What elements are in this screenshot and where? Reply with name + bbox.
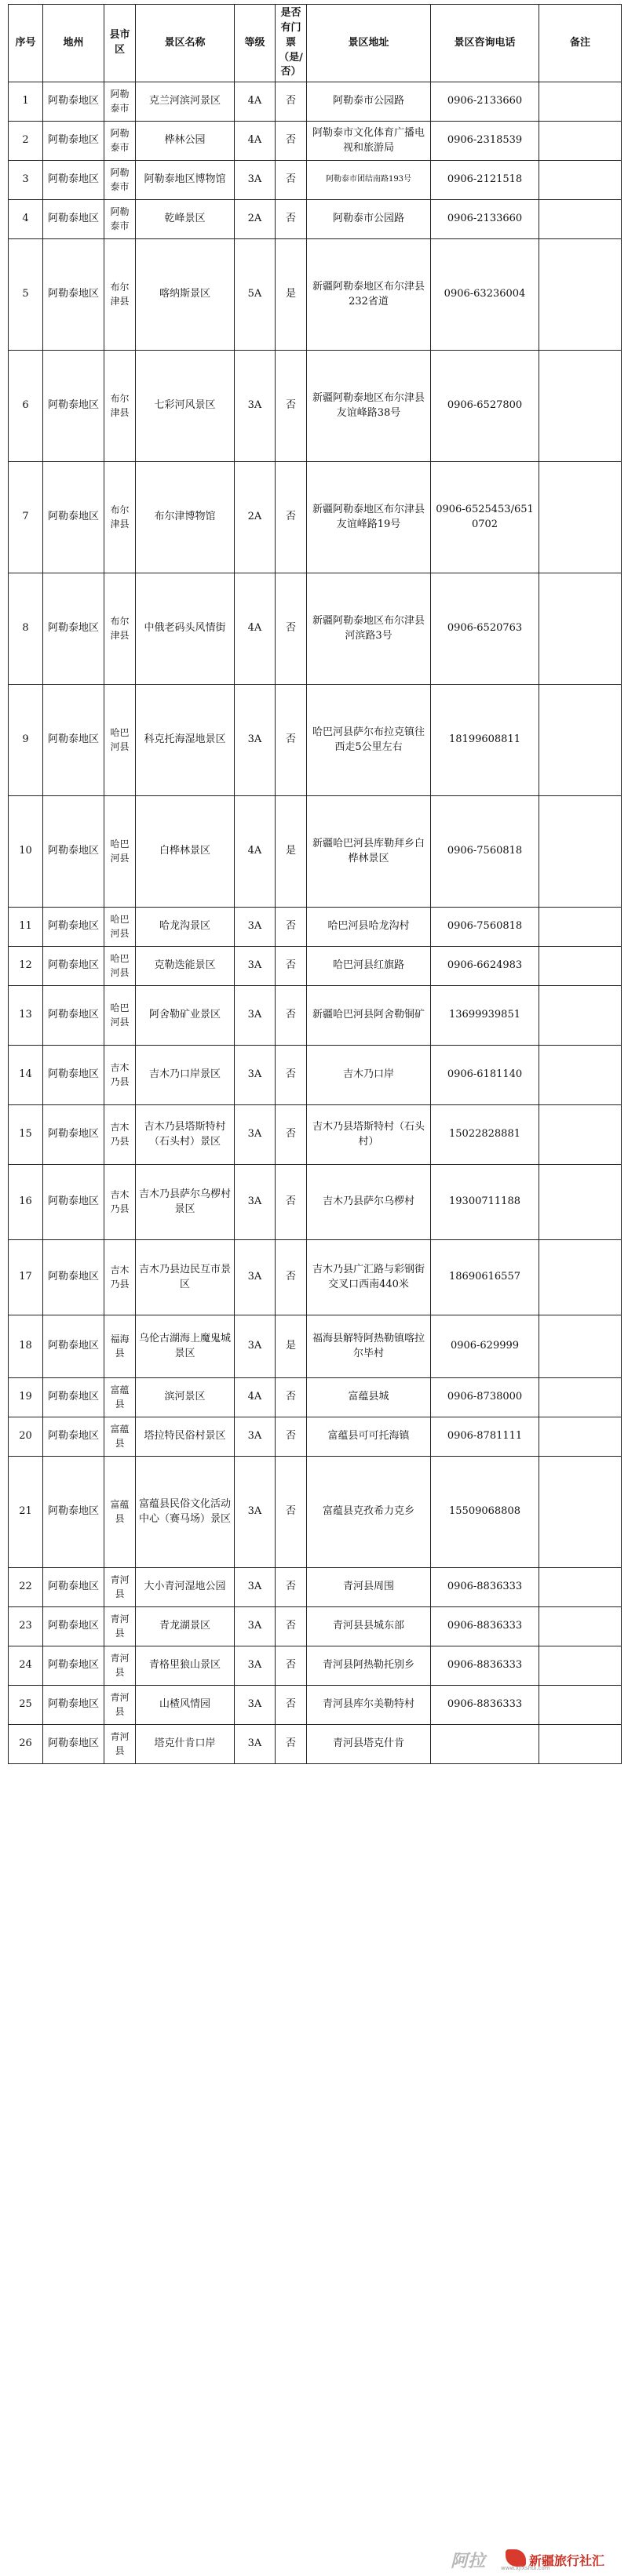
cell-name: 大小青河湿地公园 xyxy=(136,1568,235,1607)
cell-address: 富蕴县城 xyxy=(307,1378,431,1417)
cell-address: 哈巴河县红旗路 xyxy=(307,947,431,986)
cell-note xyxy=(539,1646,622,1686)
cell-level: 3A xyxy=(235,1240,276,1315)
cell-level: 3A xyxy=(235,947,276,986)
cell-level: 2A xyxy=(235,200,276,239)
cell-ticket: 是 xyxy=(276,796,307,908)
cell-phone: 0906-2121518 xyxy=(431,161,539,200)
cell-no: 19 xyxy=(9,1378,43,1417)
cell-name: 乌伦古湖海上魔鬼城景区 xyxy=(136,1315,235,1378)
cell-region: 阿勒泰地区 xyxy=(43,1240,104,1315)
cell-county: 哈巴河县 xyxy=(104,908,136,947)
cell-name: 布尔津博物馆 xyxy=(136,462,235,573)
cell-region: 阿勒泰地区 xyxy=(43,1315,104,1378)
cell-no: 26 xyxy=(9,1725,43,1764)
cell-note xyxy=(539,82,622,122)
cell-no: 4 xyxy=(9,200,43,239)
cell-phone: 0906-2318539 xyxy=(431,122,539,161)
cell-no: 22 xyxy=(9,1568,43,1607)
cell-phone: 0906-6181140 xyxy=(431,1046,539,1105)
table-row xyxy=(9,1568,622,1607)
watermark xyxy=(446,2545,620,2571)
table-row xyxy=(9,573,622,685)
header-no: 序号 xyxy=(9,5,43,82)
cell-phone: 15022828881 xyxy=(431,1105,539,1165)
cell-no: 20 xyxy=(9,1417,43,1457)
cell-phone: 18199608811 xyxy=(431,685,539,796)
cell-note xyxy=(539,1046,622,1105)
header-note: 备注 xyxy=(539,5,622,82)
header-row xyxy=(9,5,622,82)
cell-level: 3A xyxy=(235,161,276,200)
cell-region: 阿勒泰地区 xyxy=(43,161,104,200)
cell-address: 阿勒泰市公园路 xyxy=(307,200,431,239)
cell-name: 塔拉特民俗村景区 xyxy=(136,1417,235,1457)
cell-name: 吉木乃口岸景区 xyxy=(136,1046,235,1105)
cell-county: 青河县 xyxy=(104,1686,136,1725)
cell-name: 青格里狼山景区 xyxy=(136,1646,235,1686)
cell-region: 阿勒泰地区 xyxy=(43,947,104,986)
cell-no: 8 xyxy=(9,573,43,685)
cell-region: 阿勒泰地区 xyxy=(43,1607,104,1646)
cell-ticket: 否 xyxy=(276,122,307,161)
cell-note xyxy=(539,462,622,573)
cell-name: 青龙湖景区 xyxy=(136,1607,235,1646)
cell-level: 4A xyxy=(235,796,276,908)
cell-ticket: 否 xyxy=(276,1105,307,1165)
table-row xyxy=(9,82,622,122)
cell-address: 吉木乃口岸 xyxy=(307,1046,431,1105)
cell-no: 18 xyxy=(9,1315,43,1378)
cell-note xyxy=(539,351,622,462)
cell-address: 阿勒泰市团结南路193号 xyxy=(307,161,431,200)
cell-name: 中俄老码头风情街 xyxy=(136,573,235,685)
cell-address: 福海县解特阿热勒镇喀拉尔毕村 xyxy=(307,1315,431,1378)
cell-level: 3A xyxy=(235,1457,276,1568)
cell-level: 3A xyxy=(235,1607,276,1646)
cell-level: 3A xyxy=(235,1315,276,1378)
logo-icon xyxy=(506,2549,526,2567)
cell-address: 新疆哈巴河县阿舍勒铜矿 xyxy=(307,986,431,1046)
cell-ticket: 否 xyxy=(276,1378,307,1417)
cell-address: 阿勒泰市公园路 xyxy=(307,82,431,122)
cell-no: 23 xyxy=(9,1607,43,1646)
cell-county: 阿勒泰市 xyxy=(104,200,136,239)
cell-address: 新疆阿勒泰地区布尔津县232省道 xyxy=(307,239,431,351)
cell-ticket: 否 xyxy=(276,1046,307,1105)
table-row xyxy=(9,947,622,986)
cell-address: 青河县塔克什肯 xyxy=(307,1725,431,1764)
cell-address: 吉木乃县塔斯特村（石头村） xyxy=(307,1105,431,1165)
cell-address: 青河县阿热勒托别乡 xyxy=(307,1646,431,1686)
table-row xyxy=(9,1315,622,1378)
table-row xyxy=(9,1165,622,1240)
cell-region: 阿勒泰地区 xyxy=(43,685,104,796)
cell-ticket: 否 xyxy=(276,1607,307,1646)
cell-name: 滨河景区 xyxy=(136,1378,235,1417)
cell-level: 3A xyxy=(235,1646,276,1686)
cell-no: 15 xyxy=(9,1105,43,1165)
cell-address: 青河县县城东部 xyxy=(307,1607,431,1646)
table-body xyxy=(9,82,622,1764)
cell-phone: 0906-6624983 xyxy=(431,947,539,986)
cell-phone: 0906-8738000 xyxy=(431,1378,539,1417)
cell-address: 富蕴县可可托海镇 xyxy=(307,1417,431,1457)
cell-level: 3A xyxy=(235,1686,276,1725)
cell-ticket: 否 xyxy=(276,82,307,122)
table-row xyxy=(9,1417,622,1457)
cell-phone: 0906-63236004 xyxy=(431,239,539,351)
cell-name: 哈龙沟景区 xyxy=(136,908,235,947)
cell-level: 3A xyxy=(235,1165,276,1240)
cell-name: 乾峰景区 xyxy=(136,200,235,239)
cell-region: 阿勒泰地区 xyxy=(43,573,104,685)
table-row xyxy=(9,796,622,908)
cell-ticket: 是 xyxy=(276,1315,307,1378)
cell-ticket: 否 xyxy=(276,908,307,947)
cell-address: 富蕴县克孜希力克乡 xyxy=(307,1457,431,1568)
cell-level: 3A xyxy=(235,1725,276,1764)
cell-no: 11 xyxy=(9,908,43,947)
cell-no: 24 xyxy=(9,1646,43,1686)
cell-phone: 0906-6525453/6510702 xyxy=(431,462,539,573)
cell-ticket: 否 xyxy=(276,1457,307,1568)
cell-region: 阿勒泰地区 xyxy=(43,1046,104,1105)
cell-phone: 0906-8836333 xyxy=(431,1607,539,1646)
cell-name: 塔克什肯口岸 xyxy=(136,1725,235,1764)
cell-name: 吉木乃县边民互市景区 xyxy=(136,1240,235,1315)
cell-address: 阿勒泰市文化体育广播电视和旅游局 xyxy=(307,122,431,161)
cell-phone: 0906-8836333 xyxy=(431,1646,539,1686)
cell-no: 7 xyxy=(9,462,43,573)
cell-phone: 0906-6527800 xyxy=(431,351,539,462)
cell-address: 吉木乃县萨尔乌椤村 xyxy=(307,1165,431,1240)
cell-ticket: 否 xyxy=(276,351,307,462)
cell-address: 吉木乃县广汇路与彩钢街交叉口西南440米 xyxy=(307,1240,431,1315)
header-level: 等级 xyxy=(235,5,276,82)
cell-county: 吉木乃县 xyxy=(104,1105,136,1165)
table-row xyxy=(9,1686,622,1725)
table-row xyxy=(9,1378,622,1417)
cell-phone: 15509068808 xyxy=(431,1457,539,1568)
cell-region: 阿勒泰地区 xyxy=(43,239,104,351)
cell-ticket: 否 xyxy=(276,986,307,1046)
cell-ticket: 否 xyxy=(276,947,307,986)
watermark-name: 新疆旅行社汇 xyxy=(529,2553,605,2568)
cell-note xyxy=(539,1315,622,1378)
cell-phone: 19300711188 xyxy=(431,1165,539,1240)
cell-no: 16 xyxy=(9,1165,43,1240)
cell-no: 6 xyxy=(9,351,43,462)
cell-address: 新疆阿勒泰地区布尔津县河滨路3号 xyxy=(307,573,431,685)
cell-note xyxy=(539,685,622,796)
header-county: 县市区 xyxy=(104,5,136,82)
cell-note xyxy=(539,1568,622,1607)
cell-level: 3A xyxy=(235,1417,276,1457)
cell-name: 克兰河滨河景区 xyxy=(136,82,235,122)
cell-ticket: 否 xyxy=(276,161,307,200)
cell-address: 青河县库尔美勒特村 xyxy=(307,1686,431,1725)
cell-region: 阿勒泰地区 xyxy=(43,1165,104,1240)
cell-ticket: 否 xyxy=(276,1646,307,1686)
table-row xyxy=(9,200,622,239)
cell-name: 七彩河风景区 xyxy=(136,351,235,462)
table-row xyxy=(9,1105,622,1165)
table-row xyxy=(9,1646,622,1686)
cell-phone: 0906-7560818 xyxy=(431,796,539,908)
cell-region: 阿勒泰地区 xyxy=(43,1686,104,1725)
cell-ticket: 否 xyxy=(276,1568,307,1607)
cell-county: 青河县 xyxy=(104,1568,136,1607)
cell-phone: 0906-8836333 xyxy=(431,1568,539,1607)
header-name: 景区名称 xyxy=(136,5,235,82)
cell-no: 9 xyxy=(9,685,43,796)
cell-note xyxy=(539,161,622,200)
cell-name: 喀纳斯景区 xyxy=(136,239,235,351)
table-row xyxy=(9,351,622,462)
cell-region: 阿勒泰地区 xyxy=(43,1568,104,1607)
cell-ticket: 否 xyxy=(276,1240,307,1315)
cell-name: 桦林公园 xyxy=(136,122,235,161)
cell-address: 新疆阿勒泰地区布尔津县友谊峰路38号 xyxy=(307,351,431,462)
cell-name: 阿舍勒矿业景区 xyxy=(136,986,235,1046)
cell-note xyxy=(539,1378,622,1417)
cell-level: 3A xyxy=(235,1046,276,1105)
cell-ticket: 否 xyxy=(276,1686,307,1725)
cell-note xyxy=(539,239,622,351)
cell-no: 14 xyxy=(9,1046,43,1105)
cell-no: 1 xyxy=(9,82,43,122)
cell-note xyxy=(539,1686,622,1725)
cell-no: 21 xyxy=(9,1457,43,1568)
cell-region: 阿勒泰地区 xyxy=(43,82,104,122)
cell-level: 4A xyxy=(235,573,276,685)
cell-county: 布尔津县 xyxy=(104,239,136,351)
cell-region: 阿勒泰地区 xyxy=(43,908,104,947)
table-row xyxy=(9,1607,622,1646)
cell-county: 青河县 xyxy=(104,1725,136,1764)
cell-phone: 18690616557 xyxy=(431,1240,539,1315)
cell-county: 布尔津县 xyxy=(104,573,136,685)
cell-county: 福海县 xyxy=(104,1315,136,1378)
cell-no: 12 xyxy=(9,947,43,986)
cell-county: 富蕴县 xyxy=(104,1457,136,1568)
cell-ticket: 否 xyxy=(276,573,307,685)
cell-note xyxy=(539,573,622,685)
cell-county: 吉木乃县 xyxy=(104,1240,136,1315)
cell-region: 阿勒泰地区 xyxy=(43,1646,104,1686)
cell-phone: 13699939851 xyxy=(431,986,539,1046)
cell-level: 3A xyxy=(235,685,276,796)
cell-county: 富蕴县 xyxy=(104,1378,136,1417)
header-address: 景区地址 xyxy=(307,5,431,82)
cell-phone: 0906-6520763 xyxy=(431,573,539,685)
table-row xyxy=(9,908,622,947)
cell-county: 哈巴河县 xyxy=(104,947,136,986)
cell-level: 3A xyxy=(235,1105,276,1165)
cell-county: 哈巴河县 xyxy=(104,685,136,796)
cell-no: 13 xyxy=(9,986,43,1046)
cell-ticket: 否 xyxy=(276,1165,307,1240)
cell-ticket: 是 xyxy=(276,239,307,351)
cell-region: 阿勒泰地区 xyxy=(43,351,104,462)
cell-region: 阿勒泰地区 xyxy=(43,1457,104,1568)
cell-county: 吉木乃县 xyxy=(104,1046,136,1105)
table-row xyxy=(9,1725,622,1764)
header-region: 地州 xyxy=(43,5,104,82)
cell-region: 阿勒泰地区 xyxy=(43,1378,104,1417)
cell-ticket: 否 xyxy=(276,200,307,239)
cell-no: 5 xyxy=(9,239,43,351)
watermark-url: www.xjlxshui.com xyxy=(501,2565,550,2571)
cell-address: 新疆哈巴河县库勒拜乡白桦林景区 xyxy=(307,796,431,908)
cell-no: 3 xyxy=(9,161,43,200)
cell-region: 阿勒泰地区 xyxy=(43,200,104,239)
table-row xyxy=(9,1046,622,1105)
cell-note xyxy=(539,122,622,161)
cell-name: 科克托海湿地景区 xyxy=(136,685,235,796)
cell-phone: 0906-7560818 xyxy=(431,908,539,947)
cell-level: 3A xyxy=(235,986,276,1046)
cell-note xyxy=(539,200,622,239)
cell-address: 青河县周围 xyxy=(307,1568,431,1607)
cell-no: 17 xyxy=(9,1240,43,1315)
cell-region: 阿勒泰地区 xyxy=(43,796,104,908)
cell-level: 3A xyxy=(235,908,276,947)
table-row xyxy=(9,239,622,351)
table-row xyxy=(9,685,622,796)
cell-county: 布尔津县 xyxy=(104,462,136,573)
cell-county: 哈巴河县 xyxy=(104,796,136,908)
cell-level: 4A xyxy=(235,122,276,161)
cell-phone: 0906-2133660 xyxy=(431,200,539,239)
cell-ticket: 否 xyxy=(276,1417,307,1457)
cell-address: 新疆阿勒泰地区布尔津县友谊峰路19号 xyxy=(307,462,431,573)
cell-ticket: 否 xyxy=(276,685,307,796)
cell-region: 阿勒泰地区 xyxy=(43,1417,104,1457)
cell-region: 阿勒泰地区 xyxy=(43,986,104,1046)
cell-county: 青河县 xyxy=(104,1607,136,1646)
cell-county: 阿勒泰市 xyxy=(104,122,136,161)
cell-no: 25 xyxy=(9,1686,43,1725)
cell-level: 5A xyxy=(235,239,276,351)
cell-level: 3A xyxy=(235,1568,276,1607)
cell-county: 吉木乃县 xyxy=(104,1165,136,1240)
cell-no: 2 xyxy=(9,122,43,161)
cell-note xyxy=(539,908,622,947)
cell-note xyxy=(539,1457,622,1568)
cell-name: 富蕴县民俗文化活动中心（赛马场）景区 xyxy=(136,1457,235,1568)
cell-region: 阿勒泰地区 xyxy=(43,1105,104,1165)
cell-no: 10 xyxy=(9,796,43,908)
table-row xyxy=(9,161,622,200)
cell-phone: 0906-8781111 xyxy=(431,1417,539,1457)
table-row xyxy=(9,1457,622,1568)
cell-name: 山楂风情园 xyxy=(136,1686,235,1725)
cell-county: 哈巴河县 xyxy=(104,986,136,1046)
cell-note xyxy=(539,947,622,986)
cell-note xyxy=(539,1607,622,1646)
cell-name: 白桦林景区 xyxy=(136,796,235,908)
scenic-area-table xyxy=(8,4,622,1764)
cell-name: 吉木乃县萨尔乌椤村景区 xyxy=(136,1165,235,1240)
cell-level: 4A xyxy=(235,82,276,122)
cell-region: 阿勒泰地区 xyxy=(43,462,104,573)
header-ticket: 是否有门票（是/否） xyxy=(276,5,307,82)
cell-county: 富蕴县 xyxy=(104,1417,136,1457)
cell-note xyxy=(539,1417,622,1457)
watermark-mark: 阿拉 xyxy=(451,2552,486,2571)
cell-county: 阿勒泰市 xyxy=(104,82,136,122)
cell-note xyxy=(539,1105,622,1165)
cell-phone: 0906-8836333 xyxy=(431,1686,539,1725)
cell-ticket: 否 xyxy=(276,1725,307,1764)
cell-level: 2A xyxy=(235,462,276,573)
cell-county: 阿勒泰市 xyxy=(104,161,136,200)
cell-region: 阿勒泰地区 xyxy=(43,122,104,161)
table-row xyxy=(9,1240,622,1315)
cell-note xyxy=(539,1240,622,1315)
cell-phone: 0906-629999 xyxy=(431,1315,539,1378)
cell-note xyxy=(539,796,622,908)
cell-note xyxy=(539,1725,622,1764)
table-row xyxy=(9,122,622,161)
table-row xyxy=(9,986,622,1046)
cell-address: 哈巴河县萨尔布拉克镇往西走5公里左右 xyxy=(307,685,431,796)
cell-name: 吉木乃县塔斯特村（石头村）景区 xyxy=(136,1105,235,1165)
cell-level: 4A xyxy=(235,1378,276,1417)
cell-name: 克勒迭能景区 xyxy=(136,947,235,986)
cell-note xyxy=(539,986,622,1046)
cell-phone: 0906-2133660 xyxy=(431,82,539,122)
cell-county: 布尔津县 xyxy=(104,351,136,462)
table-row xyxy=(9,462,622,573)
cell-ticket: 否 xyxy=(276,462,307,573)
cell-region: 阿勒泰地区 xyxy=(43,1725,104,1764)
cell-note xyxy=(539,1165,622,1240)
cell-county: 青河县 xyxy=(104,1646,136,1686)
cell-phone xyxy=(431,1725,539,1764)
cell-name: 阿勒泰地区博物馆 xyxy=(136,161,235,200)
cell-address: 哈巴河县哈龙沟村 xyxy=(307,908,431,947)
header-phone: 景区咨询电话 xyxy=(431,5,539,82)
cell-level: 3A xyxy=(235,351,276,462)
